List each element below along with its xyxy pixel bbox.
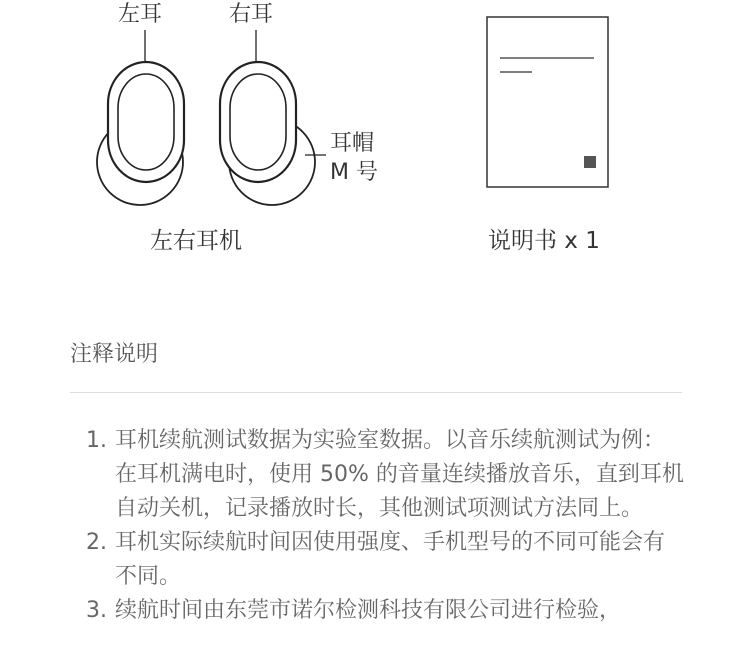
note-text: 续航时间由东莞市诺尔检测科技有限公司进行检验， bbox=[115, 598, 622, 623]
manual-caption: 说明书 x 1 bbox=[488, 228, 600, 254]
notes-divider bbox=[70, 392, 682, 393]
note-number: 1. bbox=[86, 428, 107, 453]
manual-illustration bbox=[486, 16, 610, 188]
left-ear-label: 左耳 bbox=[118, 2, 163, 27]
mi-logo-icon bbox=[584, 156, 596, 168]
earbuds-caption: 左右耳机 bbox=[150, 228, 242, 254]
note-item bbox=[86, 594, 686, 628]
note-item bbox=[86, 526, 686, 594]
eartip-label-line1: 耳帽 bbox=[330, 131, 375, 156]
note-item bbox=[86, 424, 686, 526]
left-earbud-inner bbox=[118, 74, 174, 170]
right-earbud bbox=[220, 62, 315, 205]
right-ear-label: 右耳 bbox=[229, 2, 274, 27]
eartip-label-line2: M 号 bbox=[330, 159, 378, 185]
left-earbud bbox=[97, 62, 184, 205]
note-number: 3. bbox=[86, 598, 107, 623]
note-text: 耳机续航测试数据为实验室数据。以音乐续航测试为例：在耳机满电时，使用 50% 的音量连续播放音乐，直到耳机自动关机，记录播放时长，其他测试项测试方法同上。 bbox=[115, 428, 684, 521]
note-number: 2. bbox=[86, 530, 107, 555]
note-text: 耳机实际续航时间因使用强度、手机型号的不同可能会有不同。 bbox=[115, 530, 666, 589]
notes-title: 注释说明 bbox=[70, 342, 159, 367]
eartip-label bbox=[330, 130, 378, 187]
right-earbud-inner bbox=[230, 74, 286, 170]
notes-list bbox=[86, 424, 686, 628]
